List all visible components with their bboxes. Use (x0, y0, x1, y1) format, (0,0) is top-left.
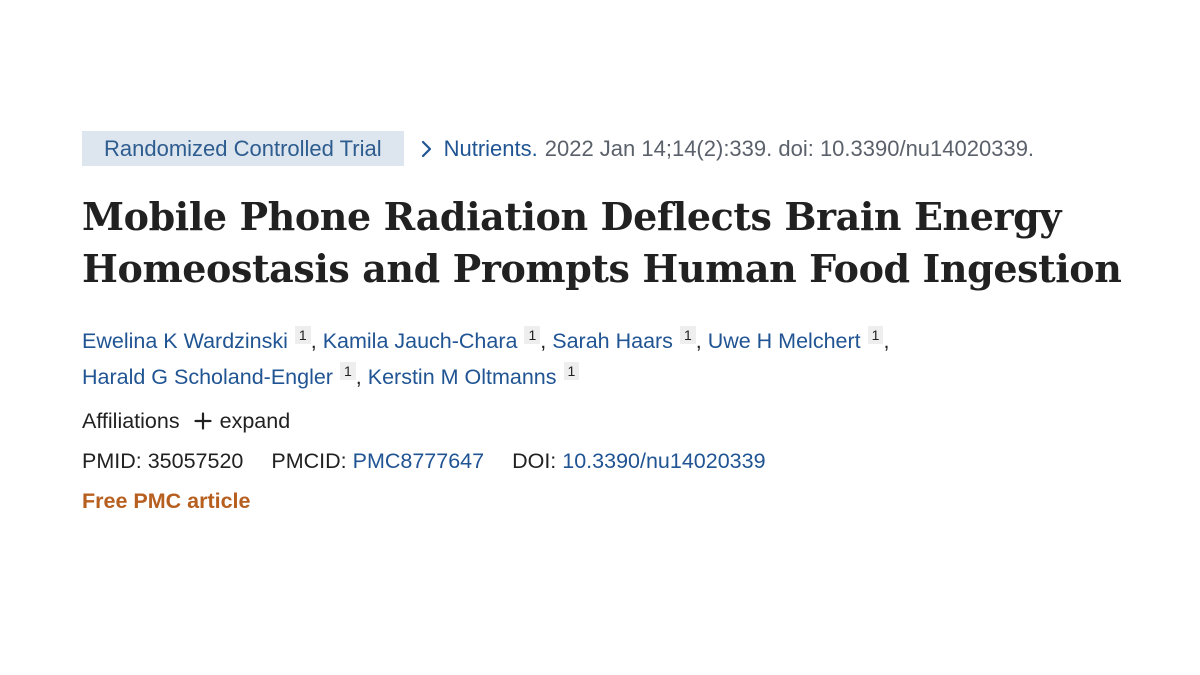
author-item (368, 365, 580, 389)
author-separator: , (883, 329, 890, 353)
author-item (708, 329, 890, 353)
affiliation-number-button[interactable]: 1 (564, 362, 580, 380)
expand-label: expand (219, 409, 291, 433)
affiliation-number-button[interactable]: 1 (340, 362, 356, 380)
affiliation-number-button[interactable]: 1 (680, 326, 696, 344)
author-item (82, 365, 368, 389)
article-title (82, 191, 1142, 295)
author-link[interactable]: Ewelina K Wardzinski (82, 329, 288, 353)
pmcid-label: PMCID: (271, 449, 347, 473)
author-item (82, 329, 323, 353)
author-link[interactable]: Kamila Jauch-Chara (322, 329, 518, 353)
affiliation-number-button[interactable]: 1 (295, 326, 311, 344)
author-link[interactable]: Harald G Scholand-Engler (82, 365, 333, 389)
affiliations-row (82, 407, 1142, 435)
publication-type-badge[interactable]: Randomized Controlled Trial (82, 131, 404, 166)
plus-icon (194, 412, 212, 430)
author-separator: , (695, 329, 702, 353)
affiliation-number-button[interactable]: 1 (524, 326, 540, 344)
affiliation-number-button[interactable]: 1 (868, 326, 884, 344)
author-link[interactable]: Kerstin M Oltmanns (367, 365, 557, 389)
chevron-right-icon[interactable] (418, 138, 436, 160)
expand-affiliations-button[interactable] (194, 407, 291, 435)
journal-link[interactable]: Nutrients. (443, 135, 538, 161)
author-item (552, 329, 707, 353)
citation-details: 2022 Jan 14;14(2):339. doi: 10.3390/nu14020339. (544, 135, 1035, 161)
citation-line (82, 131, 1142, 166)
doi-label: DOI: (512, 449, 557, 473)
citation (418, 136, 1034, 162)
identifiers-row (82, 447, 1142, 475)
author-separator: , (540, 329, 547, 353)
free-pmc-article-link[interactable]: Free PMC article (82, 489, 251, 513)
author-item (323, 329, 553, 353)
author-link[interactable]: Uwe H Melchert (707, 329, 861, 353)
author-separator: , (310, 329, 317, 353)
affiliations-label: Affiliations (82, 409, 180, 433)
author-separator: , (355, 365, 362, 389)
article-header (82, 131, 1142, 515)
author-list (82, 323, 1142, 395)
pmid-value: 35057520 (147, 449, 244, 473)
title-line-1: Mobile Phone Radiation Deflects Brain Energy (82, 194, 1062, 239)
pmid-label: PMID: (82, 449, 142, 473)
author-link[interactable]: Sarah Haars (552, 329, 673, 353)
pmcid-link[interactable]: PMC8777647 (352, 449, 485, 473)
doi-link[interactable]: 10.3390/nu14020339 (562, 449, 766, 473)
title-line-2: Homeostasis and Prompts Human Food Ingestion (82, 246, 1122, 291)
